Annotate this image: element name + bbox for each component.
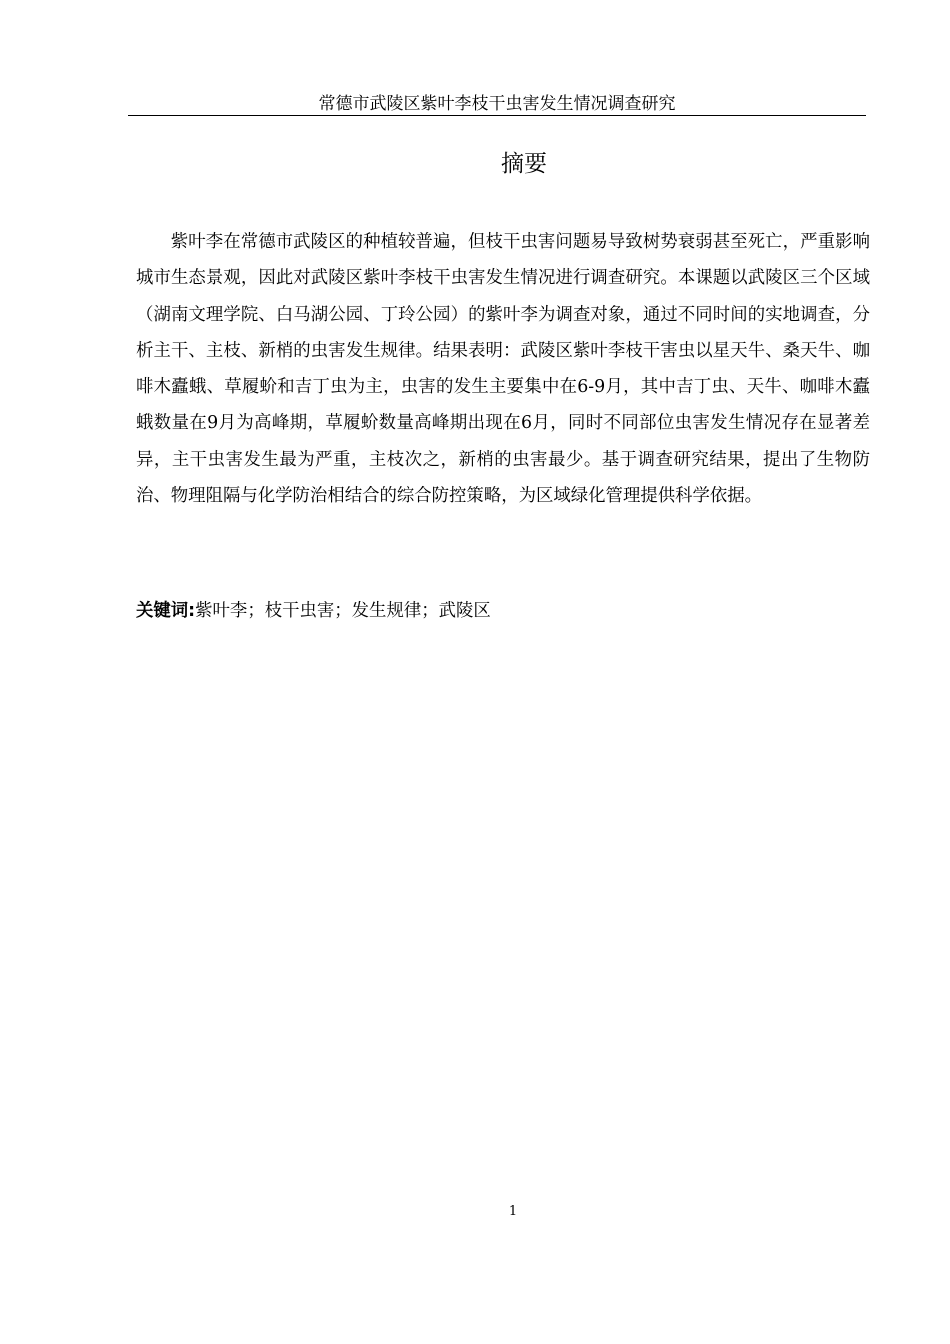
running-header-title: 常德市武陵区紫叶李枝干虫害发生情况调查研究 [318,94,676,114]
abstract-paragraph: 紫叶李在常德市武陵区的种植较普遍，但枝干虫害问题易导致树势衰弱甚至死亡，严重影响城市生态景观，因此对武陵区紫叶李枝干虫害发生情况进行调查研究。本课题以武陵区三个区域（湖南文理学院、白马湖公园、丁玲公园）的紫叶李为调查对象，通过不同时间的实地调查，分析主干、主枝、新梢的虫害发生规律。结果表明：武陵区紫叶李枝干害虫以星天牛、桑天牛、咖啡木蠹蛾、草履蚧和吉丁虫为主，虫害的发生主要集中在6-9月，其中吉丁虫、天牛、咖啡木蠹蛾数量在9月为高峰期，草履蚧数量高峰期出现在6月，同时不同部位虫害发生情况存在显著差异，主干虫害发生最为严重，主枝次之，新梢的虫害最少。基于调查研究结果，提出了生物防治、物理阻隔与化学防治相结合的综合防控策略，为区域绿化管理提供科学依据。 [136,232,870,507]
abstract-heading: 摘要 [501,151,547,177]
keywords-values: 紫叶李；枝干虫害；发生规律；武陵区 [195,601,491,621]
page-number: 1 [508,1204,518,1219]
keywords-label: 关键词: [136,601,196,621]
keywords-line [136,596,870,626]
header-divider [128,115,866,116]
